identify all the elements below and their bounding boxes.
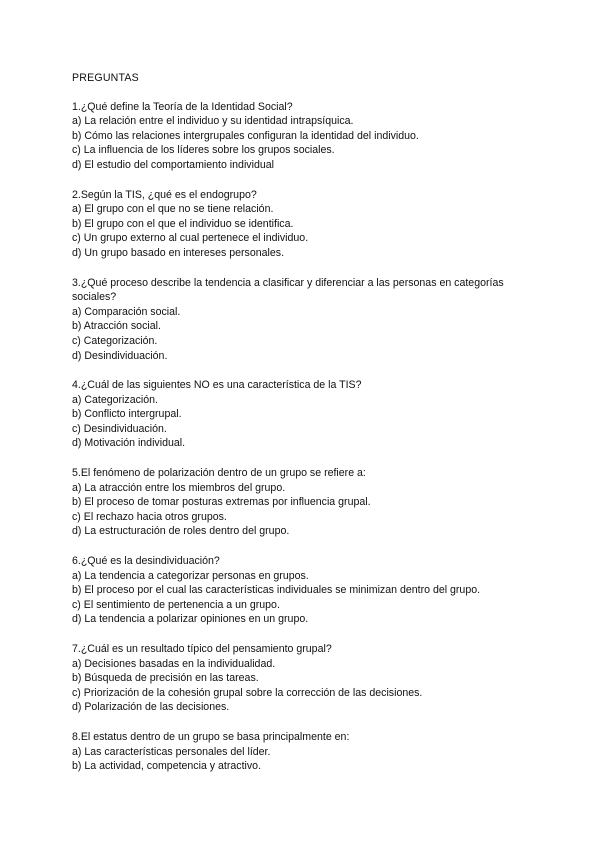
answer-option: b) El proceso por el cual las características individuales se minimizan dentro del grupo.	[72, 584, 481, 597]
answer-option: a) La tendencia a categorizar personas en grupos.	[72, 569, 309, 582]
page-title: PREGUNTAS	[72, 72, 139, 84]
answer-option: c) Desindividuación.	[72, 422, 167, 435]
answer-option: a) Las características personales del líder.	[72, 745, 271, 758]
answer-option: c) El rechazo hacia otros grupos.	[72, 510, 227, 523]
question-text: 2.Según la TIS, ¿qué es el endogrupo?	[72, 188, 257, 201]
answer-option: a) La atracción entre los miembros del grupo.	[72, 481, 286, 494]
question-text: 1.¿Qué define la Teoría de la Identidad Social?	[72, 100, 293, 113]
question-text: 3.¿Qué proceso describe la tendencia a clasificar y diferenciar a las personas en categorías sociales?	[72, 276, 504, 304]
question-8	[72, 730, 542, 774]
question-text: 6.¿Qué es la desindividuación?	[72, 555, 220, 568]
question-6	[72, 554, 542, 627]
question-text: 4.¿Cuál de las siguientes NO es una característica de la TIS?	[72, 379, 362, 392]
answer-option: b) Búsqueda de precisión en las tareas.	[72, 672, 259, 685]
answer-option: d) Motivación individual.	[72, 437, 186, 450]
question-text: 8.El estatus dentro de un grupo se basa principalmente en:	[72, 730, 350, 743]
question-2	[72, 188, 542, 261]
answer-option: a) El grupo con el que no se tiene relación.	[72, 203, 274, 216]
question-1	[72, 100, 542, 173]
answer-option: d) El estudio del comportamiento individual	[72, 158, 274, 171]
answer-option: d) Un grupo basado en intereses personales.	[72, 246, 285, 259]
answer-option: b) El grupo con el que el individuo se identifica.	[72, 217, 294, 230]
question-text: 5.El fenómeno de polarización dentro de un grupo se refiere a:	[72, 467, 366, 480]
question-text: 7.¿Cuál es un resultado típico del pensamiento grupal?	[72, 643, 332, 655]
question-3	[72, 276, 542, 364]
answer-option: b) La actividad, competencia y atractivo.	[72, 760, 262, 773]
answer-option: d) Polarización de las decisiones.	[72, 701, 230, 714]
document-page	[72, 71, 542, 789]
answer-option: a) Categorización.	[72, 393, 158, 406]
answer-option: b) Conflicto intergrupal.	[72, 408, 182, 421]
answer-option: a) La relación entre el individuo y su identidad intrapsíquica.	[72, 115, 354, 128]
answer-option: c) El sentimiento de pertenencia a un grupo.	[72, 598, 280, 611]
answer-option: c) Un grupo externo al cual pertenece el individuo.	[72, 232, 309, 245]
question-7	[72, 642, 542, 715]
answer-option: b) Cómo las relaciones intergrupales configuran la identidad del individuo.	[72, 129, 419, 142]
answer-option: d) La estructuración de roles dentro del grupo.	[72, 525, 290, 538]
answer-option: d) La tendencia a polarizar opiniones en un grupo.	[72, 613, 309, 626]
question-5	[72, 466, 542, 539]
answer-option: c) La influencia de los líderes sobre los grupos sociales.	[72, 144, 335, 157]
answer-option: c) Priorización de la cohesión grupal sobre la corrección de las decisiones.	[72, 686, 423, 699]
answer-option: c) Categorización.	[72, 334, 158, 347]
answer-option: b) Atracción social.	[72, 320, 161, 333]
answer-option: a) Decisiones basadas en la individualidad.	[72, 657, 276, 670]
answer-option: d) Desindividuación.	[72, 349, 168, 362]
question-4	[72, 378, 542, 451]
answer-option: b) El proceso de tomar posturas extremas por influencia grupal.	[72, 496, 371, 509]
answer-option: a) Comparación social.	[72, 305, 181, 318]
